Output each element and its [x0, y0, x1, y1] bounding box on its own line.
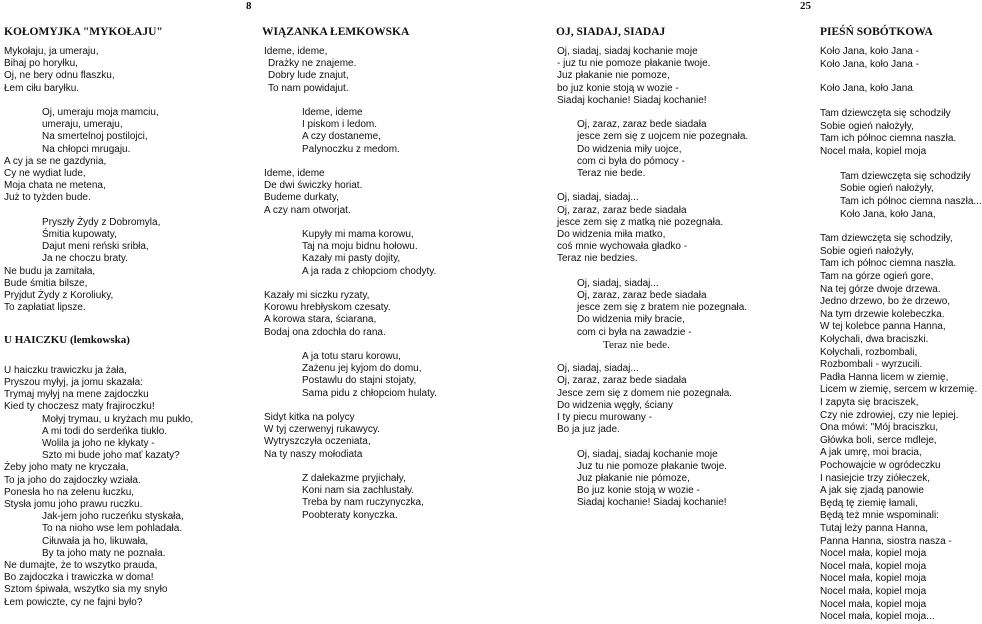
lyric-line: Juz płakanie nie pomoze,: [557, 70, 670, 82]
lyric-line: Nocel mała, kopiel moja: [820, 585, 927, 597]
lyric-line: Łem powiczte, cy ne fajni było?: [4, 596, 143, 608]
lyric-line: Sobie ogień nałożyły,: [820, 245, 914, 257]
lyric-line: Na chłopci mrugaju.: [42, 143, 131, 155]
subtitle-u-haiczku: U HAICZKU (lemkowska): [4, 334, 130, 347]
lyric-line: Dobry lude znajut,: [268, 70, 349, 82]
lyric-line: Bihaj po horyłku,: [4, 58, 78, 70]
lyric-line: Nocel mała, kopiel moja: [820, 560, 927, 572]
page-number-right: 25: [800, 0, 811, 12]
lyric-line: Tam ich północ ciemna naszła.: [820, 258, 957, 270]
song-title-piesn-sobotkowa: PIEŚŃ SOBÓTKOWA: [820, 26, 933, 38]
lyric-line: Koni nam sia zachlustały.: [302, 485, 415, 497]
lyric-line: Tam na górze ogień gore,: [820, 271, 934, 283]
lyric-line: Sidyt kitka na polycy: [264, 412, 355, 423]
lyric-line: Teraz nie bedzies.: [557, 253, 638, 265]
lyric-line: Będą też mnie wspominali:: [820, 510, 939, 522]
lyric-line: Tam ich północ ciemna naszła.: [820, 133, 957, 145]
lyric-line: I zapyta się braciszek,: [820, 397, 919, 408]
lyric-line: Do widzenia miły uojce,: [577, 143, 682, 155]
lyric-line: A czy dostaneme,: [302, 131, 381, 143]
lyric-line: Pryjdut Żydy z Koroliuky,: [4, 290, 114, 302]
lyric-line: Koło Jana, koło Jana -: [820, 46, 919, 57]
lyric-line: To ja joho do zajdoczky wziała.: [4, 474, 141, 486]
lyric-line: com ci była do pómocy -: [577, 155, 685, 167]
lyric-line: Jak-jem joho ruczeńku styskała,: [42, 511, 184, 523]
lyric-line: Sztom śpiwała, wszytko sia my snyło: [4, 584, 168, 596]
page-number-left: 8: [246, 0, 252, 12]
lyric-line: A ja totu staru korowu,: [302, 351, 401, 362]
lyric-line: Tam dziewczęta się schodziły: [820, 108, 951, 120]
lyric-line: Ciłuwała ja ho, likuwała,: [42, 535, 149, 547]
lyric-line: Do widzenia węgły, ściany: [557, 399, 673, 411]
lyric-line: Korowu hrebłyskom czesaty.: [264, 302, 391, 314]
song-title-oj-siadaj: OJ, SIADAJ, SIADAJ: [556, 26, 666, 38]
lyric-line: Kupyły mi mama korowu,: [302, 229, 414, 240]
lyric-line: Czy nie zdrowiej, czy nie lepiej.: [820, 409, 959, 421]
lyric-line: I nasiejcie trzy ziółeczek,: [820, 472, 931, 484]
lyric-line: Siadaj kochanie! Siadaj kochanie!: [577, 497, 727, 509]
lyric-line: Nocel mała, kopiel moja...: [820, 611, 935, 623]
lyric-line: Bude śmitia bilsze,: [4, 277, 88, 289]
song-title-kolomyjka: KOŁOMYJKA "MYKOŁAJU": [4, 26, 163, 38]
lyric-line: jesce zem się z bratem nie pozegnała.: [577, 302, 748, 314]
lyric-line: Oj, siadaj, siadaj...: [557, 363, 639, 375]
lyric-line: Szto mi bude joho mať kazaty?: [42, 450, 180, 462]
lyric-line: Teraz nie bede.: [577, 168, 646, 180]
lyric-line: Kołychali, dwa braciszki.: [820, 334, 929, 346]
lyric-line: Ja ne choczu braty.: [42, 253, 128, 265]
lyric-line: Jesce zem się z domem nie pozegnała.: [557, 387, 733, 399]
lyric-line: Już to tyżden bude.: [4, 192, 91, 204]
lyric-line: Tam ich północ ciemna naszła...: [840, 195, 982, 207]
lyric-line: Tutaj leży panna Hanna,: [820, 522, 929, 534]
lyric-line: Do widzenia miły bracie,: [577, 314, 685, 326]
lyric-line: Koło Jana, koło Jana: [820, 83, 913, 95]
lyric-line: Z dałekazme pryjichały,: [302, 473, 406, 484]
lyric-line: Cy ne wydiat lude,: [4, 168, 86, 180]
lyric-line: Trymaj myłyj na mene zajdoczku: [4, 389, 149, 401]
lyric-line: Siadaj kochanie! Siadaj kochanie!: [557, 94, 707, 106]
lyric-line: Sobie ogień nałożyły,: [820, 120, 914, 132]
lyric-line: Jedno drzewo, bo że drzewo,: [820, 296, 951, 308]
lyric-line: De dwi świczky horiat.: [264, 180, 363, 192]
lyric-line: Śmitia kupowaty,: [42, 229, 117, 241]
lyric-line: Zażenu jej kyjom do domu,: [302, 363, 422, 375]
lyric-line: Nocel mała, kopiel moja: [820, 598, 927, 610]
lyric-line: Taj na moju bidnu hołowu.: [302, 241, 418, 253]
lyric-line: Nocel mała, kopiel moja: [820, 145, 927, 157]
lyric-line: Panna Hanna, siostra nasza -: [820, 535, 952, 547]
lyric-line: Bo ja juz jade.: [557, 424, 620, 436]
lyric-line: I piskom i ledom.: [302, 119, 378, 131]
lyric-line: Oj, siadaj, siadaj kochanie moje: [577, 448, 718, 460]
lyric-line: Tam dziewczęta się schodziły,: [820, 233, 953, 245]
lyric-line: Bo zajdoczka i trawiczka w doma!: [4, 572, 154, 584]
lyric-line: Licem w ziemię, sercem w krzemię.: [820, 384, 978, 396]
lyric-line: Tam dziewczęta się schodziły: [840, 170, 971, 182]
lyric-line: Oj, umeraju moja mamciu,: [42, 107, 159, 118]
lyric-line: Pryszły Żydy z Dobromyla,: [42, 216, 161, 228]
lyric-line: Kołychali, rozbombali,: [820, 346, 918, 358]
lyric-line: coś mnie wychowała gładko -: [557, 241, 688, 253]
lyric-line: Palynoczku z medom.: [302, 143, 400, 155]
lyric-line: Oj, siadaj, siadaj kochanie moje: [557, 46, 698, 57]
lyric-line: bo juz konie stoją w wozie -: [557, 82, 679, 94]
lyric-line: A korowa stara, ściarana,: [264, 314, 377, 326]
lyric-line: com ci była na zawadzie -: [577, 326, 692, 338]
lyric-line: Budeme durkaty,: [264, 192, 339, 204]
lyric-line: Nocel mała, kopiel moja: [820, 548, 927, 560]
lyric-line: Sobie ogień nałożyły,: [840, 183, 934, 195]
lyrics-column-4: [820, 46, 982, 624]
lyric-line: Ona mówi: "Mój braciszku,: [820, 422, 939, 434]
lyric-line: U haiczku trawiczku ja żała,: [4, 364, 127, 376]
lyric-line: Oj, zaraz, zaraz bede siadała: [557, 375, 687, 387]
lyric-line: Oj, siadaj, siadaj...: [577, 277, 659, 289]
lyric-line: W tej kolebce panna Hanna,: [820, 321, 946, 333]
lyric-line: Treba by nam ruczynyczka,: [302, 497, 424, 509]
lyrics-column-2: [264, 46, 437, 522]
lyric-line: To nam powidajut.: [268, 82, 349, 94]
lyric-line: Oj, zaraz, zaraz bede siadała: [577, 290, 707, 302]
lyric-line: Bo juz konie stoją w wozie -: [577, 485, 700, 497]
lyric-line: A jak się zjadą panowie: [820, 485, 924, 497]
lyrics-column-3: [557, 46, 748, 510]
lyric-line: Na smertelnoj postilojci,: [42, 131, 148, 143]
lyric-line: Do widzenia miła matko,: [557, 229, 666, 241]
lyrics-column-1: [4, 46, 193, 609]
lyric-line: Kied ty choczesz maty frajiroczku!: [4, 401, 155, 413]
lyric-line: Drażky ne znajeme.: [268, 58, 357, 70]
lyric-line: Wytryszczyła oczeniata,: [264, 436, 371, 448]
lyric-line: Oj, zaraz, zaraz bede siadała: [577, 119, 707, 131]
lyric-line: Wolila ja joho ne kłykaty -: [42, 438, 155, 450]
lyric-line: Mykołaju, ja umeraju,: [4, 46, 99, 57]
lyric-line: Żeby joho maty ne kryczała,: [4, 462, 129, 474]
lyric-line: Bodaj ona zdochła do rana.: [264, 326, 386, 338]
lyric-line: Moja chata ne metena,: [4, 180, 106, 192]
lyric-line: Główka boli, serce mdleje,: [820, 434, 937, 446]
lyric-line: A mi todi do serdeńka tiukło.: [42, 425, 168, 437]
lyric-line: Oj, zaraz, zaraz bede siadała: [557, 204, 687, 216]
lyric-line: Będą tę ziemię łamali,: [820, 497, 918, 509]
lyric-line: Postawlu do stajni stojaty,: [302, 375, 417, 387]
lyric-line: Poobteraty konyczka.: [302, 509, 398, 521]
lyric-line: jesce zem się z matką nie pozegnała.: [557, 216, 724, 228]
lyric-line: Juz tu nie pomoze płakanie twoje.: [577, 460, 728, 472]
lyric-line: A jak umrę, moi bracia,: [820, 447, 922, 459]
lyric-line: umeraju, umeraju,: [42, 119, 123, 131]
lyric-line: To na nioho wse lem pohladała.: [42, 523, 183, 535]
lyric-line: Oj, ne bery odnu flaszku,: [4, 70, 115, 82]
lyric-line: Koło Jana, koło Jana,: [840, 208, 936, 220]
lyric-line: Pryszou myłyj, ja jomu skazała:: [4, 377, 143, 389]
lyric-line: Ne dumajte, że to wszytko prauda,: [4, 560, 158, 572]
lyric-line: A czy nam otworjat.: [264, 204, 351, 216]
lyric-line: Padła Hanna licem w ziemię,: [820, 371, 949, 383]
lyric-line: Rozbombali - wyrzucili.: [820, 359, 923, 371]
lyric-line: I ty piecu murowany -: [557, 412, 653, 424]
lyric-line: Koło Jana, koło Jana -: [820, 58, 919, 70]
lyric-line: Ideme, ideme: [264, 168, 325, 179]
lyric-line: A ja rada z chłopciom chodyty.: [302, 265, 437, 277]
lyric-line: Kazały mi pasty dojity,: [302, 253, 401, 265]
lyric-line: Ideme, ideme: [302, 107, 363, 118]
lyric-line: Ponesła ho na zełenu łuczku,: [4, 486, 135, 498]
lyric-line: A cy ja se ne gazdynia,: [4, 155, 107, 167]
lyric-line: W tyj czerwenyj rukawycy.: [264, 424, 380, 436]
lyric-line: Oj, siadaj, siadaj...: [557, 192, 639, 204]
lyric-line: To zapłatiat lipsze.: [4, 302, 86, 314]
lyric-line: Mołyj trymau, u kryżach mu pukło,: [42, 413, 194, 425]
lyric-line: Na tym drzewie kolebeczka.: [820, 308, 945, 320]
lyric-line: Na tej górze dwoje drzewa.: [820, 283, 941, 295]
lyric-line: Ideme, ideme,: [264, 46, 328, 57]
lyric-line: Juz płakanie nie pómoze,: [577, 473, 690, 485]
lyric-line: By ta joho maty ne poznała.: [42, 547, 166, 559]
lyric-line: Sama pidu z chłopciom hulaty.: [302, 387, 437, 399]
lyric-line: Pochowajcie w ogródeczku: [820, 459, 941, 471]
song-title-wiazanka: WIĄZANKA ŁEMKOWSKA: [262, 26, 410, 38]
lyric-line: jesce zem się z uojcem nie pozegnała.: [577, 131, 749, 143]
lyric-line: Teraz nie bede.: [603, 338, 670, 351]
lyric-line: Nocel mała, kopiel moja: [820, 573, 927, 585]
lyric-line: Ne budu ja zamitała,: [4, 265, 96, 277]
lyric-line: Stysła jomu joho prawu ruczku.: [4, 499, 143, 511]
lyric-line: Łem ciłu baryłku.: [4, 82, 80, 94]
lyric-line: Dajut meni reński sribła,: [42, 241, 149, 253]
lyric-line: Na ty naszy mołodiata: [264, 448, 363, 460]
lyric-line: Kazały mi siczku ryzaty,: [264, 290, 370, 301]
lyric-line: - juz tu nie pomoze płakanie twoje.: [557, 58, 711, 70]
